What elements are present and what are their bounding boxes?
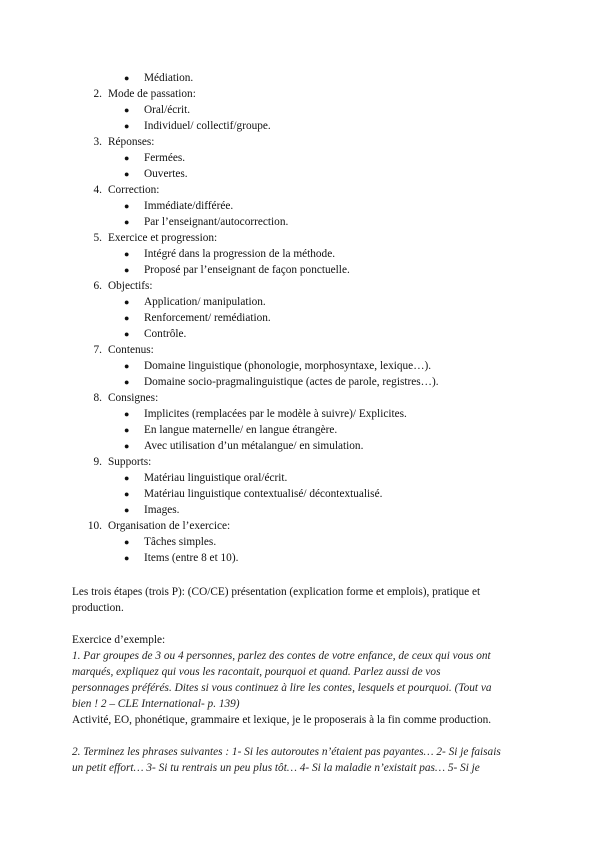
criterion-number: 3. [93,136,102,148]
list-item: Matériau linguistique oral/écrit. [144,472,288,484]
criterion-title: Exercice et progression: [108,232,218,244]
criterion-number: 5. [93,232,102,244]
example-1-text: 1. Par groupes de 3 ou 4 personnes, parlez des contes de votre enfance, de ceux qui vous ont [72,650,491,662]
criterion-number: 6. [93,280,102,292]
criterion-title: Organisation de l’exercice: [108,520,231,532]
bullet-icon: ● [124,297,130,307]
example-heading: Exercice d’exemple: [72,634,166,646]
list-item: Ouvertes. [144,168,188,180]
criterion-title: Réponses: [108,136,155,148]
activity-note: Activité, EO, phonétique, grammaire et lexique, je le proposerais à la fin comme production. [72,714,492,726]
list-item: Matériau linguistique contextualisé/ décontextualisé. [144,488,383,500]
list-item: Avec utilisation d’un métalangue/ en simulation. [144,440,364,452]
list-item: Médiation. [144,72,194,84]
criterion-number: 4. [93,184,102,196]
list-item: Par l’enseignant/autocorrection. [144,216,289,228]
example-1-text: bien ! 2 – CLE International- p. 139) [72,698,240,710]
bullet-icon: ● [124,473,130,483]
bullet-icon: ● [124,489,130,499]
bullet-icon: ● [124,105,130,115]
list-item: Proposé par l’enseignant de façon ponctuelle. [144,264,350,276]
list-item: Individuel/ collectif/groupe. [144,120,271,132]
list-item: Implicites (remplacées par le modèle à suivre)/ Explicites. [144,408,407,420]
bullet-icon: ● [124,377,130,387]
example-1-text: marqués, expliquez qui vous les racontait, pourquoi et quand. Parlez aussi de vos [72,666,441,678]
bullet-icon: ● [124,249,130,259]
bullet-icon: ● [124,505,130,515]
bullet-icon: ● [124,153,130,163]
criterion-number: 8. [93,392,102,404]
criterion-number: 2. [93,88,102,100]
bullet-icon: ● [124,329,130,339]
bullet-icon: ● [124,217,130,227]
list-item: Immédiate/différée. [144,200,234,212]
bullet-icon: ● [124,313,130,323]
example-2-text: un petit effort… 3- Si tu rentrais un peu plus tôt… 4- Si la maladie n’existait pas… 5- Si je [72,762,480,774]
bullet-icon: ● [124,201,130,211]
criterion-title: Correction: [108,184,160,196]
bullet-icon: ● [124,537,130,547]
three-steps-text: Les trois étapes (trois P): (CO/CE) présentation (explication forme et emplois), pratique et [72,586,481,598]
list-item: Application/ manipulation. [144,296,266,308]
bullet-icon: ● [124,409,130,419]
bullet-icon: ● [124,361,130,371]
list-item: Oral/écrit. [144,104,191,116]
list-item: Domaine linguistique (phonologie, morphosyntaxe, lexique…). [144,360,432,372]
criterion-title: Contenus: [108,344,154,356]
bullet-icon: ● [124,425,130,435]
list-item: Intégré dans la progression de la méthode. [144,248,336,260]
list-item: Domaine socio-pragmalinguistique (actes de parole, registres…). [144,376,439,388]
three-steps-text: production. [72,602,124,614]
list-item: Images. [144,504,180,516]
bullet-icon: ● [124,441,130,451]
list-item: En langue maternelle/ en langue étrangère. [144,424,338,436]
criterion-title: Mode de passation: [108,88,196,100]
example-1-text: personnages préférés. Dites si vous continuez à lire les contes, lesquels et pourquoi. (Tout va [72,682,492,694]
list-item: Fermées. [144,152,186,164]
bullet-icon: ● [124,169,130,179]
bullet-icon: ● [124,121,130,131]
bullet-icon: ● [124,265,130,275]
example-2-text: 2. Terminez les phrases suivantes : 1- Si les autoroutes n’étaient pas payantes… 2- Si je faisais [72,746,501,758]
criterion-title: Objectifs: [108,280,153,292]
criterion-number: 7. [93,344,102,356]
bullet-icon: ● [124,73,130,83]
list-item: Contrôle. [144,328,187,340]
bullet-icon: ● [124,553,130,563]
criterion-number: 10. [87,520,102,532]
criterion-title: Consignes: [108,392,159,404]
criterion-number: 9. [93,456,102,468]
list-item: Tâches simples. [144,536,217,548]
list-item: Items (entre 8 et 10). [144,552,239,564]
criterion-title: Supports: [108,456,152,468]
list-item: Renforcement/ remédiation. [144,312,271,324]
